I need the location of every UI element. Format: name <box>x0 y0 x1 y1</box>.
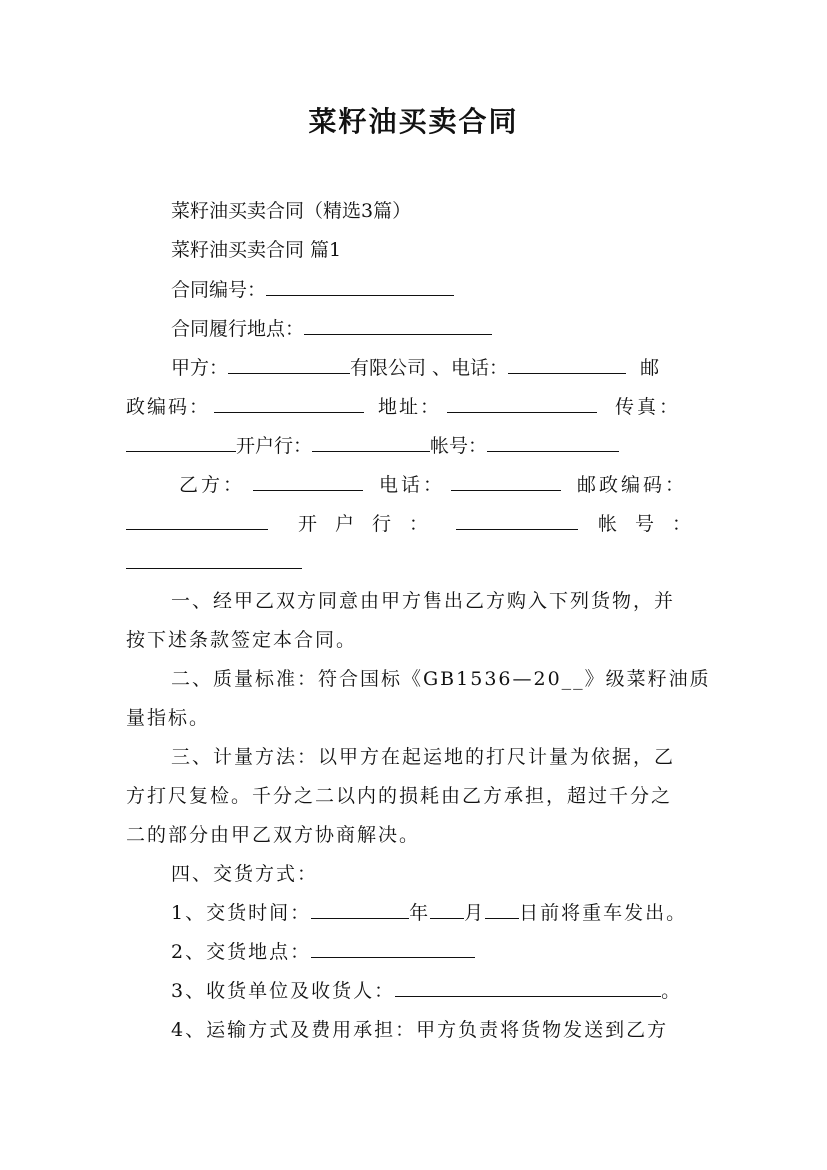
item-1-day: 日前将重车发出。 <box>519 902 688 924</box>
party-a-row-1 <box>171 355 659 381</box>
party-b-postal-label: 邮政编码： <box>577 474 688 496</box>
party-b-account-blank <box>126 550 302 569</box>
item-1-row <box>171 900 687 926</box>
item-1-year: 年 <box>409 902 431 924</box>
party-a-phone-blank <box>508 355 626 374</box>
contract-number-blank <box>266 277 454 296</box>
party-a-postal-label: 邮 <box>640 357 660 379</box>
item-2-label: 2、交货地点： <box>171 941 312 963</box>
party-a-fax-label: 传真： <box>615 396 682 418</box>
item-1-year-blank <box>311 900 409 919</box>
party-b-name-blank <box>253 472 363 491</box>
clause-1-line-2: 按下述条款签定本合同。 <box>126 629 358 651</box>
clause-2-line-2: 量指标。 <box>126 707 211 729</box>
contract-number-label: 合同编号： <box>171 279 267 301</box>
contract-place-blank <box>304 316 492 335</box>
document-title: 菜籽油买卖合同 <box>308 105 519 138</box>
party-a-bank-label: 开户行： <box>236 435 313 457</box>
clause-4-heading: 四、交货方式： <box>171 863 319 885</box>
item-3-label: 3、收货单位及收货人： <box>171 980 396 1002</box>
party-b-bank-blank <box>456 511 578 530</box>
party-b-row-3 <box>126 550 302 576</box>
item-2-row <box>171 939 475 965</box>
party-a-postal-blank <box>214 394 364 413</box>
party-a-company-suffix: 有限公司 、电话： <box>350 357 509 379</box>
item-1-month: 月 <box>464 902 486 924</box>
contract-number-row <box>171 277 454 303</box>
party-a-bank-blank <box>312 433 430 452</box>
party-b-label: 乙方： <box>179 474 246 496</box>
party-a-account-label: 帐号： <box>430 435 488 457</box>
item-3-row <box>171 978 682 1004</box>
party-b-phone-blank <box>451 472 561 491</box>
party-a-label: 甲方： <box>171 357 229 379</box>
clause-3-line-3: 二的部分由甲乙双方协商解决。 <box>126 824 421 846</box>
party-b-phone-label: 电话： <box>379 474 446 496</box>
item-2-blank <box>311 939 475 958</box>
party-a-company-blank <box>228 355 350 374</box>
contract-place-label: 合同履行地点： <box>171 318 305 340</box>
document-subtitle: 菜籽油买卖合同（精选3篇） <box>171 200 412 222</box>
party-a-postal-label-2: 政编码： <box>126 396 211 418</box>
item-1-day-blank <box>485 900 519 919</box>
item-1-label: 1、交货时间： <box>171 902 312 924</box>
clause-1-line-1: 一、经甲乙双方同意由甲方售出乙方购入下列货物，并 <box>171 590 676 612</box>
party-a-row-2 <box>126 394 681 420</box>
contract-place-row <box>171 316 492 342</box>
party-a-address-label: 地址： <box>378 396 442 418</box>
party-b-row-2 <box>126 511 709 537</box>
clause-3-line-2: 方打尺复检。千分之二以内的损耗由乙方承担，超过千分之 <box>126 785 673 807</box>
part-heading: 菜籽油买卖合同 篇1 <box>171 239 342 261</box>
item-4-line-1: 4、运输方式及费用承担：甲方负责将货物发送到乙方 <box>171 1019 669 1041</box>
party-b-account-label: 帐号： <box>598 513 710 535</box>
party-b-bank-label: 开户行： <box>298 513 447 535</box>
party-a-row-3 <box>126 433 619 459</box>
party-a-address-blank <box>447 394 597 413</box>
clause-3-line-1: 三、计量方法：以甲方在起运地的打尺计量为依据，乙 <box>171 746 676 768</box>
party-b-row-1 <box>179 472 687 498</box>
clause-2-line-1: 二、质量标准：符合国标《GB1536—20__》级菜籽油质 <box>171 668 711 690</box>
party-a-account-blank <box>487 433 619 452</box>
item-3-blank <box>395 978 661 997</box>
item-3-end: 。 <box>661 980 683 1002</box>
party-a-fax-blank <box>126 433 236 452</box>
item-1-month-blank <box>430 900 464 919</box>
party-b-postal-blank <box>126 511 268 530</box>
